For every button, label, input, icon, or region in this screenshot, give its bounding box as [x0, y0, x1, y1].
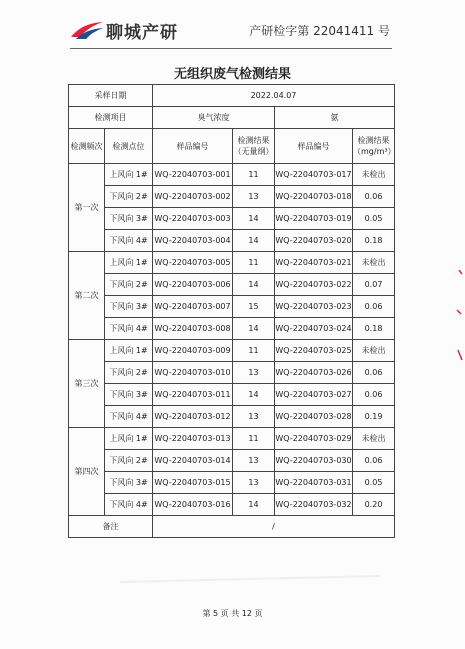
col-sample-no2-header: 样品编号: [275, 129, 353, 164]
item-ammonia: 氨: [275, 107, 395, 129]
logo-text: 聊城产研: [106, 23, 178, 43]
nh3-sample-no-cell: WQ-22040703-027: [275, 384, 353, 406]
odor-sample-no-cell: WQ-22040703-010: [153, 362, 233, 384]
nh3-sample-no-cell: WQ-22040703-031: [275, 472, 353, 494]
table-row: [69, 428, 395, 450]
nh3-result-cell: 未检出: [353, 164, 395, 186]
nh3-result-cell: 0.18: [353, 318, 395, 340]
odor-result-cell: 11: [233, 252, 275, 274]
odor-sample-no-cell: WQ-22040703-004: [153, 230, 233, 252]
point-cell: 下风向 3#: [105, 208, 153, 230]
table-row: [69, 208, 395, 230]
odor-sample-no-cell: WQ-22040703-001: [153, 164, 233, 186]
nh3-sample-no-cell: WQ-22040703-017: [275, 164, 353, 186]
odor-result-cell: 11: [233, 340, 275, 362]
frequency-cell: 第三次: [69, 340, 105, 428]
remark-label: 备注: [69, 516, 153, 538]
company-logo: [70, 16, 220, 46]
table-row: [69, 472, 395, 494]
col-freq-header: 检测频次: [69, 129, 105, 164]
nh3-result-cell: 0.05: [353, 208, 395, 230]
nh3-sample-no-cell: WQ-22040703-029: [275, 428, 353, 450]
point-cell: 下风向 2#: [105, 362, 153, 384]
table-row: [69, 494, 395, 516]
point-cell: 下风向 4#: [105, 318, 153, 340]
page-footer: 第 5 页 共 12 页: [202, 609, 263, 618]
nh3-sample-no-cell: WQ-22040703-028: [275, 406, 353, 428]
point-cell: 上风向 1#: [105, 164, 153, 186]
sampling-date-label: 采样日期: [69, 85, 153, 107]
table-row: [69, 230, 395, 252]
nh3-result-cell: 0.06: [353, 450, 395, 472]
odor-sample-no-cell: WQ-22040703-013: [153, 428, 233, 450]
odor-result-cell: 11: [233, 428, 275, 450]
odor-sample-no-cell: WQ-22040703-005: [153, 252, 233, 274]
odor-sample-no-cell: WQ-22040703-008: [153, 318, 233, 340]
odor-sample-no-cell: WQ-22040703-007: [153, 296, 233, 318]
nh3-sample-no-cell: WQ-22040703-030: [275, 450, 353, 472]
item-label: 检测项目: [69, 107, 153, 129]
point-cell: 上风向 1#: [105, 252, 153, 274]
odor-sample-no-cell: WQ-22040703-014: [153, 450, 233, 472]
nh3-sample-no-cell: WQ-22040703-021: [275, 252, 353, 274]
odor-sample-no-cell: WQ-22040703-002: [153, 186, 233, 208]
nh3-sample-no-cell: WQ-22040703-023: [275, 296, 353, 318]
sampling-date-row: [69, 85, 395, 107]
header-divider: [70, 48, 392, 49]
odor-result-cell: 14: [233, 230, 275, 252]
logo-mark-icon: [70, 20, 104, 40]
table-row: [69, 384, 395, 406]
table-row: [69, 406, 395, 428]
col-result-nh3-header: 检测结果（mg/m³）: [353, 129, 395, 164]
nh3-sample-no-cell: WQ-22040703-022: [275, 274, 353, 296]
odor-sample-no-cell: WQ-22040703-009: [153, 340, 233, 362]
point-cell: 下风向 3#: [105, 384, 153, 406]
table-row: [69, 362, 395, 384]
results-table: [68, 84, 395, 538]
odor-result-cell: 13: [233, 472, 275, 494]
point-cell: 下风向 2#: [105, 450, 153, 472]
nh3-result-cell: 未检出: [353, 252, 395, 274]
odor-sample-no-cell: WQ-22040703-016: [153, 494, 233, 516]
table-row: [69, 186, 395, 208]
odor-sample-no-cell: WQ-22040703-006: [153, 274, 233, 296]
nh3-sample-no-cell: WQ-22040703-018: [275, 186, 353, 208]
table-row: [69, 296, 395, 318]
table-row: [69, 450, 395, 472]
col-result-odor-header: 检测结果（无量纲）: [233, 129, 275, 164]
nh3-result-cell: 0.07: [353, 274, 395, 296]
report-title: 无组织废气检测结果: [173, 67, 291, 82]
nh3-result-cell: 0.06: [353, 186, 395, 208]
nh3-result-cell: 0.06: [353, 296, 395, 318]
frequency-cell: 第二次: [69, 252, 105, 340]
table-row: [69, 164, 395, 186]
seal-fragment: [453, 270, 463, 380]
point-cell: 下风向 3#: [105, 472, 153, 494]
page-header: [70, 16, 390, 46]
frequency-cell: 第四次: [69, 428, 105, 516]
table-row: [69, 252, 395, 274]
col-point-header: 检测点位: [105, 129, 153, 164]
point-cell: 下风向 2#: [105, 186, 153, 208]
col-sample-no-header: 样品编号: [153, 129, 233, 164]
item-odor: 臭气浓度: [153, 107, 275, 129]
odor-result-cell: 14: [233, 318, 275, 340]
table-row: [69, 340, 395, 362]
point-cell: 下风向 4#: [105, 494, 153, 516]
sampling-date-value: 2022.04.07: [153, 85, 395, 107]
odor-result-cell: 13: [233, 186, 275, 208]
odor-result-cell: 13: [233, 406, 275, 428]
nh3-result-cell: 0.05: [353, 472, 395, 494]
odor-result-cell: 11: [233, 164, 275, 186]
nh3-result-cell: 未检出: [353, 340, 395, 362]
nh3-sample-no-cell: WQ-22040703-020: [275, 230, 353, 252]
table-row: [69, 318, 395, 340]
odor-result-cell: 14: [233, 274, 275, 296]
nh3-result-cell: 未检出: [353, 428, 395, 450]
watermark: [120, 560, 380, 590]
remark-row: [69, 516, 395, 538]
remark-value: /: [153, 516, 395, 538]
point-cell: 上风向 1#: [105, 428, 153, 450]
odor-result-cell: 14: [233, 208, 275, 230]
table-row: [69, 274, 395, 296]
document-number: 产研检字第 22041411 号: [249, 24, 390, 38]
nh3-sample-no-cell: WQ-22040703-026: [275, 362, 353, 384]
nh3-result-cell: 0.19: [353, 406, 395, 428]
nh3-sample-no-cell: WQ-22040703-019: [275, 208, 353, 230]
nh3-result-cell: 0.20: [353, 494, 395, 516]
point-cell: 下风向 4#: [105, 230, 153, 252]
odor-result-cell: 14: [233, 494, 275, 516]
odor-sample-no-cell: WQ-22040703-012: [153, 406, 233, 428]
point-cell: 下风向 2#: [105, 274, 153, 296]
nh3-sample-no-cell: WQ-22040703-024: [275, 318, 353, 340]
nh3-sample-no-cell: WQ-22040703-032: [275, 494, 353, 516]
odor-result-cell: 14: [233, 384, 275, 406]
odor-sample-no-cell: WQ-22040703-003: [153, 208, 233, 230]
column-header-row: [69, 129, 395, 164]
odor-sample-no-cell: WQ-22040703-011: [153, 384, 233, 406]
nh3-sample-no-cell: WQ-22040703-025: [275, 340, 353, 362]
odor-result-cell: 13: [233, 362, 275, 384]
frequency-cell: 第一次: [69, 164, 105, 252]
point-cell: 上风向 1#: [105, 340, 153, 362]
nh3-result-cell: 0.18: [353, 230, 395, 252]
odor-result-cell: 15: [233, 296, 275, 318]
odor-sample-no-cell: WQ-22040703-015: [153, 472, 233, 494]
nh3-result-cell: 0.06: [353, 362, 395, 384]
item-row: [69, 107, 395, 129]
point-cell: 下风向 4#: [105, 406, 153, 428]
point-cell: 下风向 3#: [105, 296, 153, 318]
nh3-result-cell: 0.06: [353, 384, 395, 406]
odor-result-cell: 13: [233, 450, 275, 472]
